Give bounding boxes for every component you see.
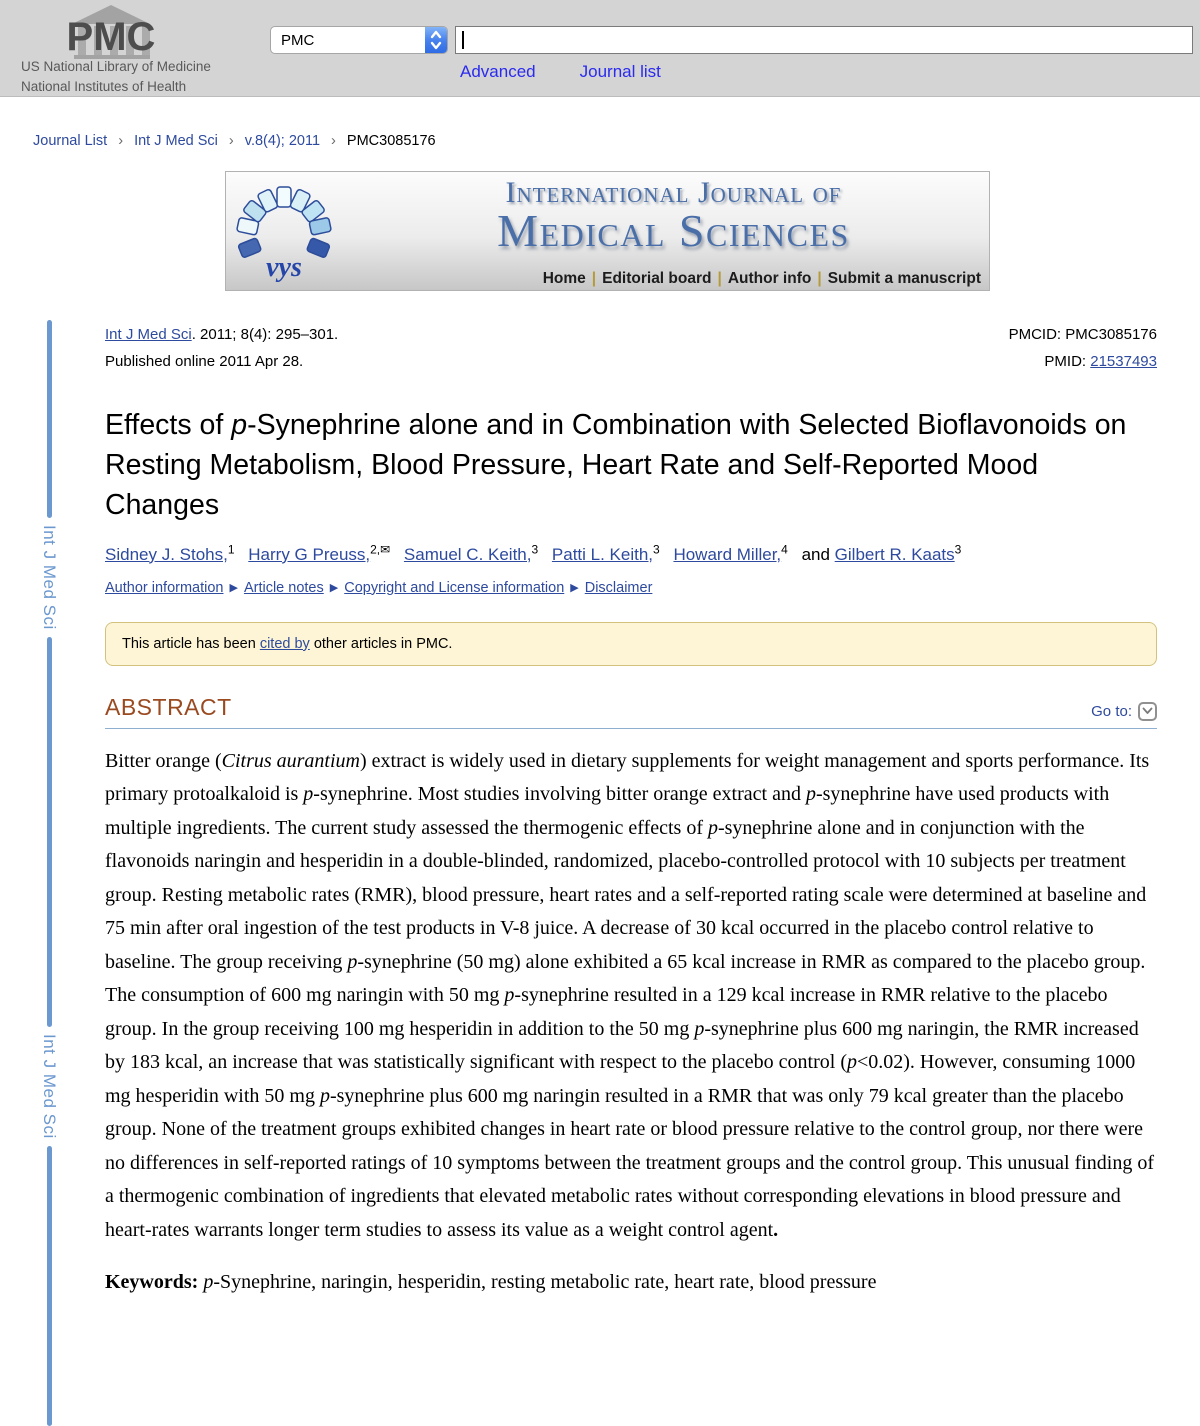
nav-separator: | [591,270,597,287]
author-affiliation-sup: 1 [227,542,235,556]
sidebar-journal-label: Int J Med Sci [40,1033,59,1139]
author-affiliation-sup: 2,✉ [370,542,391,556]
journal-nav-editorial-board[interactable]: Editorial board [602,270,712,287]
article-info-links [105,580,1157,596]
copyright-license-link[interactable]: Copyright and License information [344,579,565,596]
author-affiliation-sup: 3 [531,542,539,556]
pmid-link[interactable]: 21537493 [1090,353,1157,370]
rail-line [47,320,52,518]
breadcrumb-separator: › [331,133,336,149]
search-input[interactable] [455,26,1193,54]
journal-citation-link[interactable]: Int J Med Sci [105,326,192,343]
header-bar [0,0,1200,97]
citation-block [105,321,1157,375]
breadcrumb-separator: › [228,133,234,149]
org-name [21,57,211,97]
author-link[interactable]: Gilbert R. Kaats [834,544,955,564]
nav-separator: | [717,270,722,287]
breadcrumb-issue[interactable]: v.8(4); 2011 [244,133,321,149]
pmcid-label: PMCID: [1008,326,1066,343]
citation-detail: . 2011; 8(4): 295–301. [191,326,339,343]
author [403,542,539,564]
advanced-link[interactable]: Advanced [460,62,536,81]
abstract-heading: ABSTRACT [105,693,232,720]
nav-separator: | [817,270,822,287]
cited-by-notice: This article has been cited by other articles in PMC. [105,622,1157,666]
author-link[interactable]: Harry G Preuss, [248,544,371,564]
breadcrumb-journal[interactable]: Int J Med Sci [134,133,218,149]
journal-nav-home[interactable]: Home [542,270,586,287]
journal-banner [225,171,990,291]
org-line-2: National Institutes of Health [21,79,187,94]
author [105,542,235,564]
breadcrumb-journal-list[interactable]: Journal List [33,133,108,149]
author [248,542,391,564]
search-scope-value: PMC [281,31,315,49]
article-title: Effects of p-Synephrine alone and in Combination with Selected Bioflavonoids on Resting Metabolism, Blood Pressure, Heart Rate and Self-Reported Mood Changes [105,409,1127,521]
keywords [105,1271,1157,1294]
journal-nav-submit[interactable]: Submit a manuscript [827,270,981,287]
journal-logo [234,182,334,282]
rail-line [47,637,52,1027]
pmid-label: PMID: [1044,353,1091,370]
author-link[interactable]: Samuel C. Keith, [403,544,532,564]
journal-title-line2: Medical Sciences [497,205,850,256]
breadcrumb-current: PMC3085176 [346,133,436,149]
goto-dropdown-icon[interactable] [1138,702,1157,721]
journal-list-link[interactable]: Journal list [579,62,661,81]
cited-by-link[interactable]: cited by [259,635,310,652]
goto-label: Go to: [1091,702,1132,720]
triangle-separator-icon: ▶ [329,581,339,594]
triangle-separator-icon: ▶ [570,581,579,594]
journal-side-rail [36,320,62,1426]
nlm-building-icon [52,5,170,59]
rail-line [47,1146,52,1426]
select-stepper-icon [425,27,447,53]
author [673,542,788,564]
pmc-logo-text: PMC [66,15,156,59]
author-affiliation-sup: 3 [653,542,660,556]
author-list [105,542,1157,565]
author-affiliation-sup: 3 [954,542,962,556]
article-notes-link[interactable]: Article notes [243,579,324,596]
author-information-link[interactable]: Author information [105,579,224,596]
sidebar-journal-label: Int J Med Sci [40,525,59,630]
author-link[interactable]: Sidney J. Stohs, [105,544,228,564]
svg-text:vys: vys [266,252,302,282]
journal-title [366,176,981,257]
breadcrumb-separator: › [118,133,124,149]
journal-nav-author-info[interactable]: Author info [727,270,812,287]
pmc-logo[interactable] [52,5,170,64]
search-scope-select[interactable] [270,26,448,54]
org-line-1: US National Library of Medicine [21,59,211,74]
keywords-list: p-Synephrine, naringin, hesperidin, resting metabolic rate, heart rate, blood pressure [203,1271,877,1294]
published-online: Published online 2011 Apr 28. [105,353,304,370]
disclaimer-link[interactable]: Disclaimer [584,579,653,596]
author-link[interactable]: Patti L. Keith, [551,544,654,564]
journal-nav [543,270,981,288]
pmcid-value: PMC3085176 [1065,326,1157,343]
abstract-text: Bitter orange (Citrus aurantium) extract is widely used in dietary supplements for weight management and sports performance. Its primary protoalkaloid is p-synephrine. Most studies involving bitter orange extract and p-synephrine have used products with multiple ingredients. The current study assessed the thermogenic effects of p-synephrine alone and in conjunction with the flavonoids naringin and hesperidin in a double-blinded, randomized, placebo-controlled protocol with 10 subjects per treatment group. Resting metabolic rates (RMR), blood pressure, heart rates and a self-reported rating scale were determined at baseline and 75 min after oral ingestion of the test products in V-8 juice. A decrease of 30 kcal occurred in the placebo control relative to baseline. The group receiving p-synephrine (50 mg) alone exhibited a 65 kcal increase in RMR as compared to the placebo group. The consumption of 600 mg naringin with 50 mg p-synephrine resulted in a 129 kcal increase in RMR relative to the placebo group. In the group receiving 100 mg hesperidin in addition to the 50 mg p-synephrine plus 600 mg naringin, the RMR increased by 183 kcal, an increase that was statistically significant with respect to the placebo control (p<0.02). However, consuming 1000 mg hesperidin with 50 mg p-synephrine plus 600 mg naringin resulted in a RMR that was only 79 kcal greater than the placebo group. None of the treatment groups exhibited changes in heart rate or blood pressure relative to the control group, nor there were no differences in self-reported ratings of 10 symptoms between the treatment groups and the control group. This unusual finding of a thermogenic combination of ingredients that elevated metabolic rates without corresponding elevations in blood pressure and heart-rates warrants longer term studies to assess its value as a weight control agent. [105,749,1155,1241]
abstract-section-header [105,694,1157,729]
breadcrumb [33,133,1200,149]
triangle-separator-icon: ▶ [229,581,238,594]
article-content [105,321,1157,1294]
journal-title-line1: International Journal of [505,176,842,209]
text-cursor [462,31,464,49]
author-link[interactable]: Howard Miller, [673,544,782,564]
author [551,542,660,564]
author: and Gilbert R. Kaats$^3$ [801,542,962,564]
goto-control [1091,702,1157,721]
keywords-label: Keywords: [105,1271,204,1294]
author-affiliation-sup: 4 [781,542,788,556]
